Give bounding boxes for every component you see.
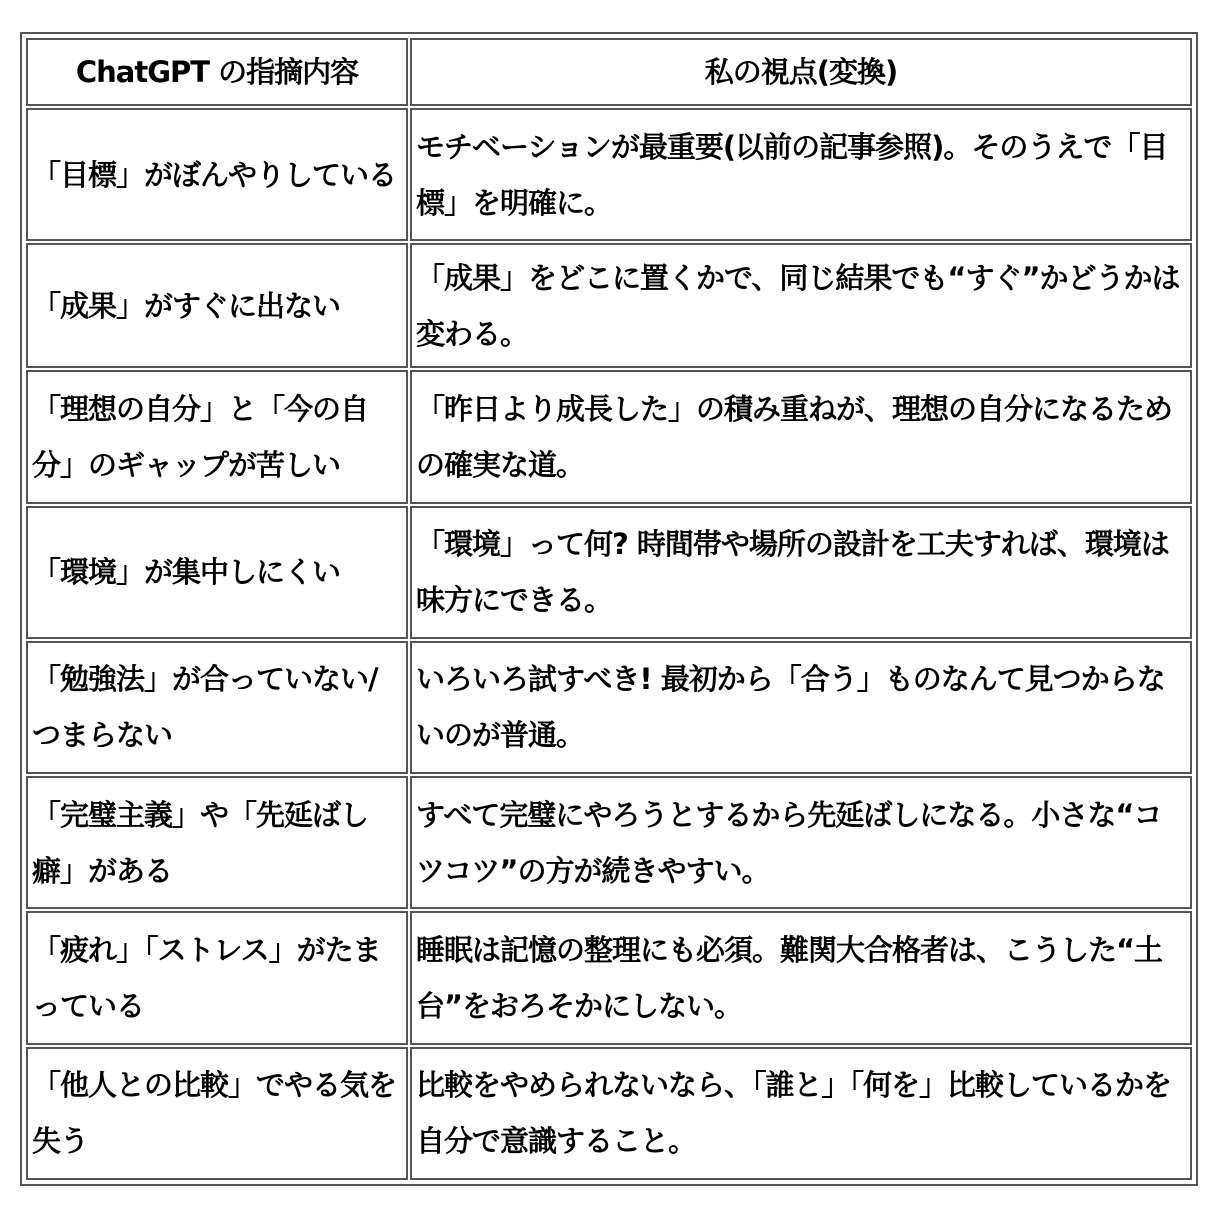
comparison-table (24, 36, 1194, 1182)
issue-cell: 「理想の自分」と「今の自分」のギャップが苦しい (26, 370, 408, 503)
issue-cell: 「完璧主義」や「先延ばし癖」がある (26, 776, 408, 909)
header-chatgpt-points: ChatGPT の指摘内容 (26, 38, 408, 106)
view-cell: 「昨日より成長した」の積み重ねが、理想の自分になるための確実な道。 (410, 370, 1192, 503)
view-cell: 「成果」をどこに置くかで、同じ結果でも“すぐ”かどうかは変わる。 (410, 243, 1192, 368)
view-cell: モチベーションが最重要(以前の記事参照)。そのうえで「目標」を明確に。 (410, 108, 1192, 241)
issue-cell: 「環境」が集中しにくい (26, 506, 408, 639)
table-row (26, 776, 1192, 909)
view-cell: 睡眠は記憶の整理にも必須。難関大合格者は、こうした“土台”をおろそかにしない。 (410, 911, 1192, 1044)
issue-cell: 「目標」がぼんやりしている (26, 108, 408, 241)
view-cell: 「環境」って何? 時間帯や場所の設計を工夫すれば、環境は味方にできる。 (410, 506, 1192, 639)
comparison-table-frame (20, 32, 1198, 1186)
table-row (26, 641, 1192, 774)
table-row (26, 243, 1192, 368)
table-row (26, 108, 1192, 241)
issue-cell: 「成果」がすぐに出ない (26, 243, 408, 368)
issue-cell: 「他人との比較」でやる気を失う (26, 1047, 408, 1180)
header-my-view: 私の視点(変換) (410, 38, 1192, 106)
header-row (26, 38, 1192, 106)
view-cell: 比較をやめられないなら、「誰と」「何を」比較しているかを自分で意識すること。 (410, 1047, 1192, 1180)
issue-cell: 「勉強法」が合っていない/つまらない (26, 641, 408, 774)
table-row (26, 370, 1192, 503)
view-cell: すべて完璧にやろうとするから先延ばしになる。小さな“コツコツ”の方が続きやすい。 (410, 776, 1192, 909)
issue-cell: 「疲れ」「ストレス」がたまっている (26, 911, 408, 1044)
table-row (26, 1047, 1192, 1180)
table-row (26, 506, 1192, 639)
table-row (26, 911, 1192, 1044)
view-cell: いろいろ試すべき! 最初から「合う」ものなんて見つからないのが普通。 (410, 641, 1192, 774)
